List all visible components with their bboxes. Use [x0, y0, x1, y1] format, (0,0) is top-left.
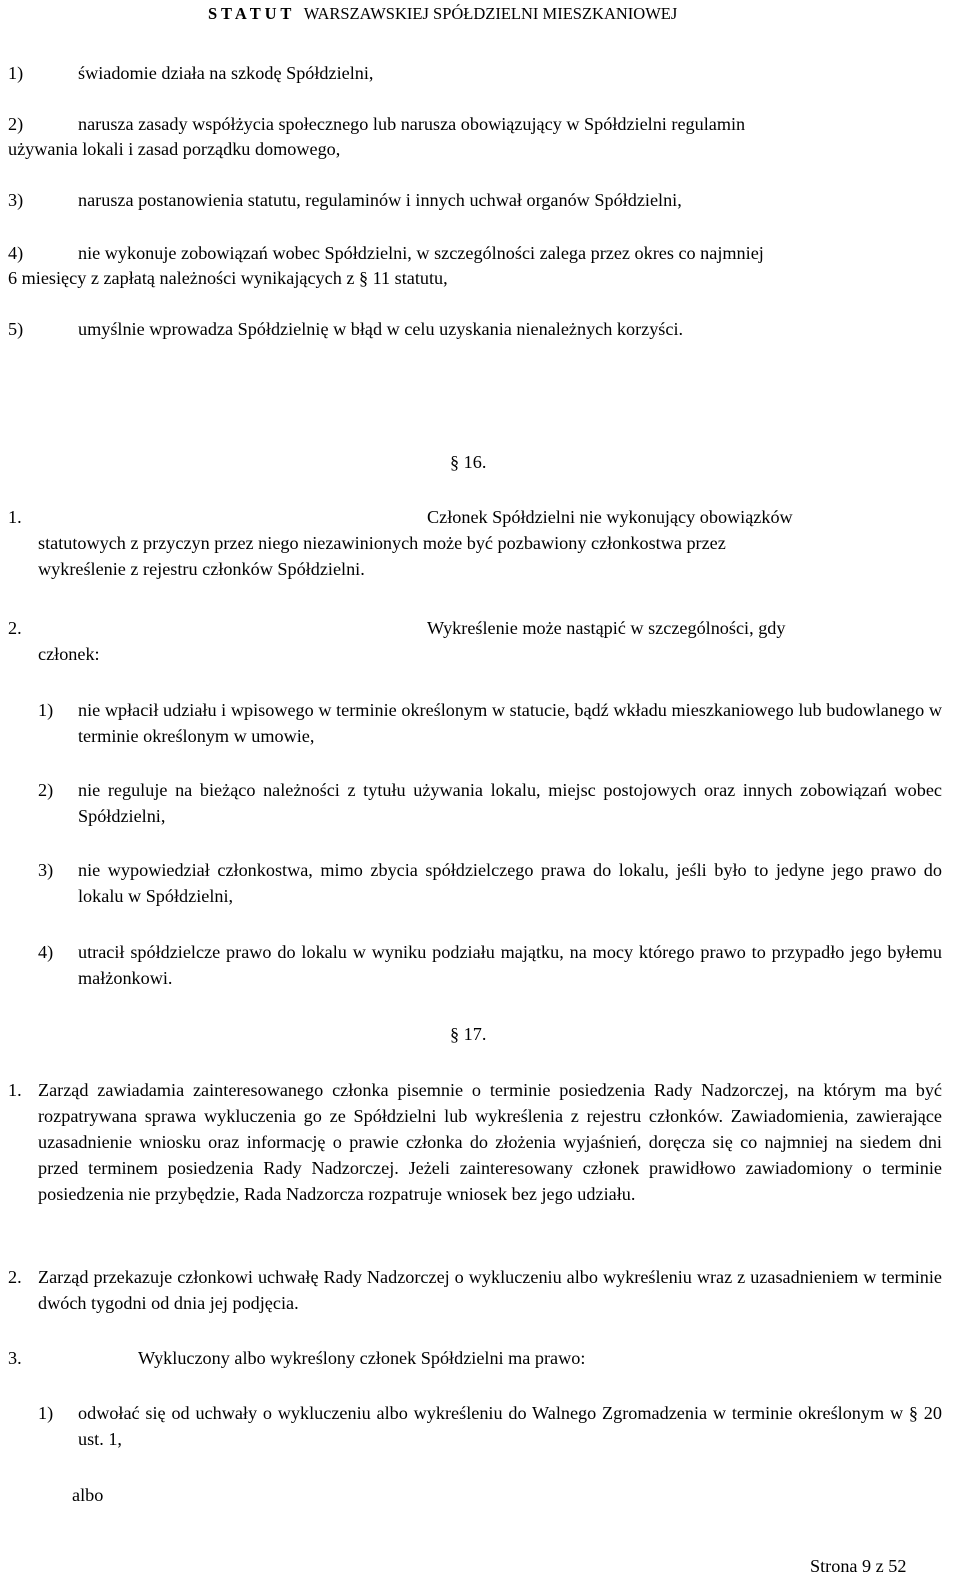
list-item-text: świadomie działa na szkodę Spółdzielni, — [78, 63, 374, 83]
running-header — [208, 4, 677, 24]
list-item-number: 2) — [38, 780, 54, 800]
paragraph-text: statutowych z przyczyn przez niego niezawinionych może być pozbawiony członkostwa przez — [38, 533, 726, 553]
header-bold: S T A T U T — [208, 4, 292, 23]
paragraph-text — [38, 1077, 942, 1207]
header-rest: WARSZAWSKIEJ SPÓŁDZIELNI MIESZKANIOWEJ — [303, 4, 678, 23]
paragraph-number: 3. — [8, 1348, 22, 1368]
list-item-number: 1) — [8, 63, 24, 83]
paragraph-number: 1. — [8, 507, 22, 527]
list-item-number: 1) — [38, 1403, 54, 1423]
section-title: § 16. — [450, 452, 487, 472]
list-item-text: narusza zasady współżycia społecznego lub narusza obowiązujący w Spółdzielni regulamin — [78, 114, 746, 134]
list-item-text: umyślnie wprowadza Spółdzielnię w błąd w celu uzyskania nienależnych korzyści. — [78, 319, 684, 339]
list-item-number: 3) — [38, 860, 54, 880]
list-item-number: 5) — [8, 319, 24, 339]
paragraph-text: Zarząd przekazuje członkowi uchwałę Rady Nadzorczej o wykluczeniu albo wykreśleniu wraz z uzasadnieniem w terminie dwóch tygodni od dnia jej podjęcia. — [38, 1267, 942, 1313]
list-item-text: nie reguluje na bieżąco należności z tytułu używania lokalu, miejsc postojowych oraz innych zobowiązań wobec Spółdzielni, — [78, 780, 942, 826]
paragraph-text: Członek Spółdzielni nie wykonujący obowiązków — [427, 507, 793, 527]
section-title: § 17. — [450, 1024, 487, 1044]
list-item-continuation: używania lokali i zasad porządku domowego, — [8, 139, 341, 159]
list-item-number: 4) — [8, 243, 24, 263]
paragraph-text: Wykreślenie może nastąpić w szczególności, gdy — [427, 618, 786, 638]
list-item-continuation: 6 miesięcy z zapłatą należności wynikających z § 11 statutu, — [8, 268, 448, 288]
list-item-text: nie wypowiedział członkostwa, mimo zbycia spółdzielczego prawa do lokalu, jeśli było to jedyne jego prawo do lokalu w Spółdzielni, — [78, 860, 942, 906]
paragraph-number: 1. — [8, 1080, 22, 1100]
paragraph-body: Zarząd zawiadamia zainteresowanego członka pisemnie o terminie posiedzenia Rady Nadzorczej, na którym ma być rozpatrywana sprawa wykluczenia go ze Spółdzielni lub wykreślenia z rejestru członków. Zawiadomienia, zawierające uzasadnienie wniosku oraz informację o prawie członka do złożenia wyjaśnień, doręcza się co najmniej na siedem dni przed terminem posiedzenia Rady Nadzorczej. Jeżeli zainteresowany członek prawidłowo zawiadomiony o terminie posiedzenia nie przybędzie, Rada Nadzorcza rozpatruje wniosek bez jego udziału. — [38, 1080, 942, 1204]
paragraph-number: 2. — [8, 618, 22, 638]
list-item-text: nie wpłacił udziału i wpisowego w terminie określonym w statucie, bądź wkładu mieszkaniowego lub budowlanego w terminie określonym w umowie, — [78, 700, 942, 746]
list-item-number: 3) — [8, 190, 24, 210]
list-item-number: 2) — [8, 114, 24, 134]
list-item-number: 1) — [38, 700, 54, 720]
paragraph-text: wykreślenie z rejestru członków Spółdzielni. — [38, 559, 365, 579]
list-item-text: utracił spółdzielcze prawo do lokalu w wyniku podziału majątku, na mocy którego prawo to przypadło jego byłemu małżonkowi. — [78, 942, 942, 988]
page-number: Strona 9 z 52 — [810, 1556, 907, 1576]
list-item-text: odwołać się od uchwały o wykluczeniu albo wykreśleniu do Walnego Zgromadzenia w terminie określonym w § 20 ust. 1, — [78, 1403, 942, 1449]
list-item-text: narusza postanowienia statutu, regulaminów i innych uchwał organów Spółdzielni, — [78, 190, 682, 210]
paragraph-text: Wykluczony albo wykreślony członek Spółdzielni ma prawo: — [138, 1348, 586, 1368]
list-item-number: 4) — [38, 942, 54, 962]
list-item-text: nie wykonuje zobowiązań wobec Spółdzielni, w szczególności zalega przez okres co najmniej — [78, 243, 764, 263]
albo-text: albo — [72, 1485, 104, 1505]
paragraph-text: członek: — [38, 644, 100, 664]
paragraph-number: 2. — [8, 1267, 22, 1287]
